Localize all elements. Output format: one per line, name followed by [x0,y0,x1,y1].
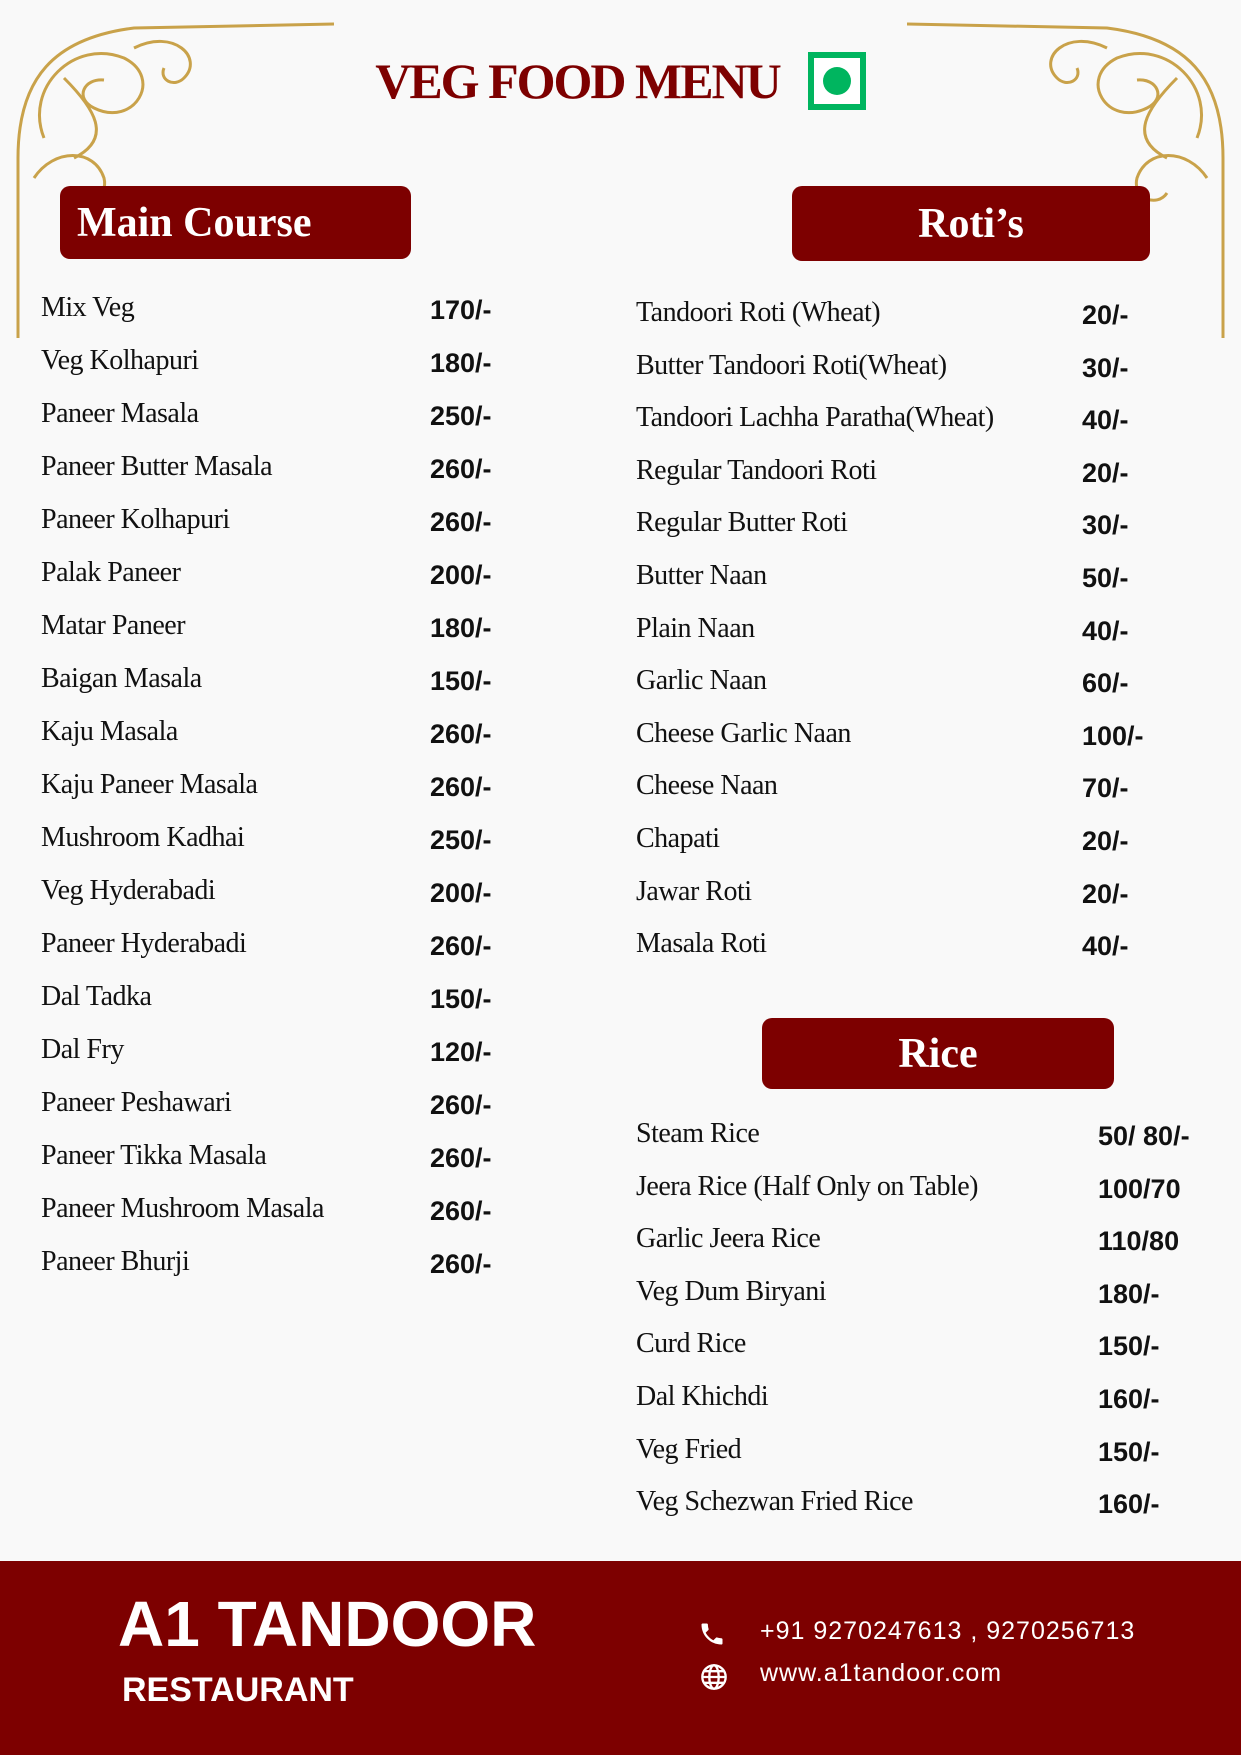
menu-item-name: Paneer Peshawari [41,1087,232,1118]
menu-item-name: Garlic Naan [636,665,767,697]
menu-item-name: Veg Dum Biryani [636,1275,827,1307]
menu-item-name: Veg Kolhapuri [41,345,199,376]
menu-item-price: 160/- [1098,1384,1160,1414]
menu-item-price: 170/- [430,295,492,325]
menu-item-name: Dal Tadka [41,981,152,1012]
menu-item-price: 50/ 80/- [1098,1121,1190,1151]
menu-item-price: 30/- [1082,352,1129,383]
menu-item-price: 260/- [430,1249,492,1279]
menu-item-price: 250/- [430,401,492,431]
menu-item-price: 50/- [1082,563,1129,593]
menu-item-price: 260/- [430,454,492,484]
menu-item-name: Paneer Kolhapuri [41,504,230,535]
menu-item-price: 260/- [430,507,492,537]
menu-item-name: Butter Naan [636,560,767,591]
section-header-rice [762,1018,1114,1089]
menu-item-price: 20/- [1082,457,1129,488]
menu-item-name: Steam Rice [636,1118,760,1149]
menu-item-name: Kaju Masala [41,716,178,747]
menu-item-name: Paneer Tikka Masala [41,1140,267,1171]
menu-item-name: Paneer Masala [41,398,199,429]
section-header-main-course [60,186,411,259]
menu-item-price: 250/- [430,825,492,855]
menu-item-name: Dal Khichdi [636,1381,769,1412]
menu-item-price: 40/- [1082,405,1129,436]
menu-item-price: 70/- [1082,773,1129,804]
menu-item-name: Veg Fried [636,1433,742,1465]
menu-item-price: 150/- [1098,1436,1160,1467]
footer [0,1561,1241,1755]
menu-item-price: 100/70 [1098,1173,1181,1204]
menu-item-price: 20/- [1082,826,1129,856]
menu-item-name: Paneer Butter Masala [41,451,273,482]
menu-item-price: 150/- [430,666,492,696]
phone-icon [698,1619,726,1649]
menu-item-name: Dal Fry [41,1034,124,1065]
section-title: Roti’s [918,200,1024,247]
menu-item-price: 260/- [430,1196,492,1226]
menu-item-name: Masala Roti [636,928,767,960]
menu-item-price: 260/- [430,931,492,961]
menu-item-price: 260/- [430,1143,492,1173]
menu-item-name: Chapati [636,823,720,854]
page-title: VEG FOOD MENU [375,53,780,109]
menu-item-price: 160/- [1098,1489,1160,1520]
menu-item-price: 20/- [1082,878,1129,909]
menu-item-name: Paneer Bhurji [41,1246,190,1277]
menu-item-name: Cheese Garlic Naan [636,717,851,749]
menu-item-name: Tandoori Lachha Paratha(Wheat) [636,402,994,434]
menu-item-name: Cheese Naan [636,770,778,802]
page-header [0,52,1241,110]
menu-item-price: 180/- [1098,1278,1160,1309]
menu-item-name: Kaju Paneer Masala [41,769,258,800]
menu-item-price: 30/- [1082,510,1129,541]
restaurant-name: A1 TANDOOR [118,1588,537,1660]
globe-icon [700,1663,728,1691]
menu-item-price: 180/- [430,348,492,378]
menu-item-name: Veg Schezwan Fried Rice [636,1486,913,1518]
menu-item-price: 200/- [430,560,492,590]
menu-item-price: 100/- [1082,720,1144,751]
menu-item-name: Palak Paneer [41,557,181,588]
menu-item-name: Plain Naan [636,612,755,644]
menu-item-name: Mushroom Kadhai [41,822,245,853]
website-link[interactable]: www.a1tandoor.com [760,1659,1003,1687]
menu-item-price: 200/- [430,878,492,908]
menu-item-price: 180/- [430,613,492,643]
menu-item-price: 260/- [430,719,492,749]
menu-item-name: Jawar Roti [636,875,752,907]
menu-item-price: 40/- [1082,931,1129,962]
menu-item-name: Curd Rice [636,1328,746,1360]
menu-item-name: Regular Tandoori Roti [636,454,877,486]
menu-item-price: 260/- [430,1090,492,1120]
menu-item-price: 60/- [1082,668,1129,699]
section-header-rotis [792,186,1150,261]
menu-item-name: Regular Butter Roti [636,507,848,539]
veg-symbol-icon [808,52,866,110]
restaurant-subtitle: RESTAURANT [122,1671,354,1709]
menu-item-name: Paneer Hyderabadi [41,928,247,959]
menu-item-name: Garlic Jeera Rice [636,1223,821,1255]
phone-number: +91 9270247613 , 9270256713 [760,1617,1136,1645]
menu-item-price: 40/- [1082,615,1129,646]
section-title: Rice [898,1030,978,1077]
section-title: Main Course [77,199,312,246]
menu-item-price: 150/- [1098,1331,1160,1362]
menu-item-name: Matar Paneer [41,610,186,641]
menu-item-name: Jeera Rice (Half Only on Table) [636,1170,978,1202]
menu-item-price: 20/- [1082,300,1129,330]
menu-item-name: Paneer Mushroom Masala [41,1193,324,1224]
menu-item-price: 110/80 [1098,1226,1180,1257]
menu-item-name: Veg Hyderabadi [41,875,216,906]
menu-item-price: 260/- [430,772,492,802]
menu-item-name: Baigan Masala [41,663,202,694]
menu-item-name: Tandoori Roti (Wheat) [636,297,881,328]
menu-item-name: Butter Tandoori Roti(Wheat) [636,349,947,381]
menu-item-price: 150/- [430,984,492,1014]
menu-item-price: 120/- [430,1037,492,1067]
menu-item-name: Mix Veg [41,292,135,323]
